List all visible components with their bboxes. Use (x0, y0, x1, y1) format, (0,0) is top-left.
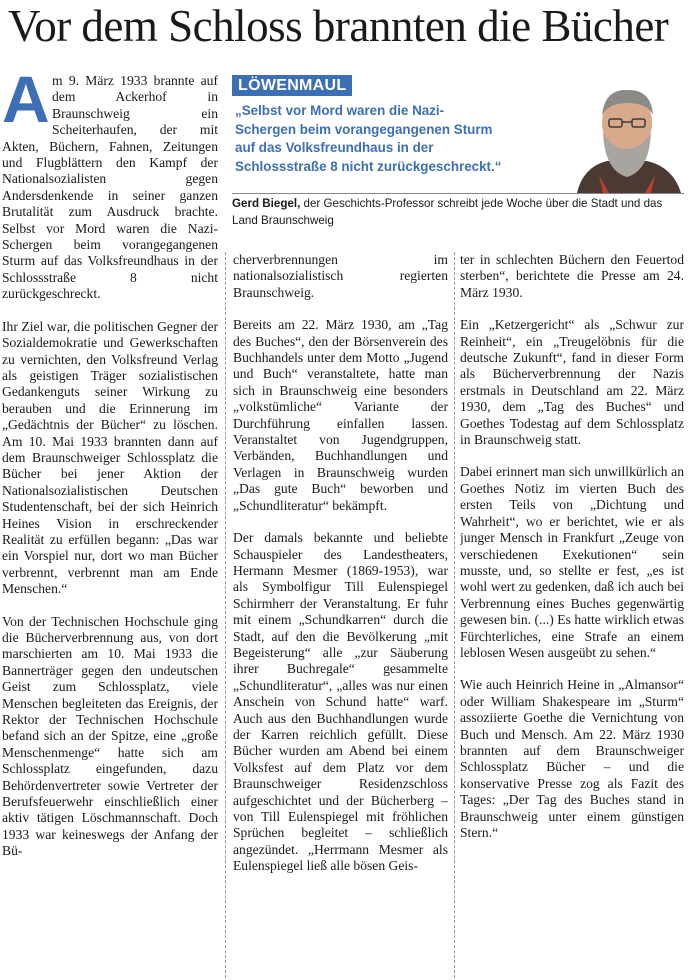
paragraph: Wie auch Heinrich Heine in „Almansor“ oder William Shakespeare im „Sturm“ assoziierte Goethe die Vernichtung von Buch und Mensch. Am 22. März 1930 brannten auf dem Braunschweiger Schlossplatz Bücher – und die konservative Presse zog als Fazit des Tages: „Der Tag des Buches stand in Braunschweig unter einem günstigen Stern.“ (460, 677, 684, 840)
author-caption (232, 196, 684, 229)
caption-divider (232, 193, 684, 194)
column-divider (454, 252, 455, 978)
paragraph: Der damals bekannte und beliebte Schauspieler des Landestheaters, Hermann Mesmer (1869-1953), war als Symbolfigur Till Eulenspiegel Schirmherr der Veranstaltung. Er fuhr mit einem „Schundkarren“ durch die Stadt, auf den die Bevölkerung „mit Begeisterung“ alle „zur Säuberung ihrer Buchregale“ gesammelte „Schundliteratur“, „alles was nur einen Anschein von Schund hatte“ warf. Auch aus den Buchhandlungen wurde der Karren reichlich gefüllt. Diese Bücher wurden am Abend bei einem Volksfest auf dem Platz vor dem Braunschweiger Residenzschloss aufgeschichtet und der Bücherberg – von Till Eulenspiegel mit fröhlichen Sprüchen begleitet – schließlich angezündet. „Herrmann Mesmer als Eulenspiegel ließ alle bösen Geis- (233, 530, 448, 874)
article-column-2 (233, 252, 448, 978)
paragraph: Ein „Ketzergericht“ als „Schwur zur Reinheit“, ein „Treugelöbnis für die deutsche Zukunft“, fand in dieser Form als Bücherverbrennung der Nazis erstmals in Deutschland am 22. März 1930, dem „Tag des Buches“ und Goethes Todestag auf dem Schlossplatz in Braunschweig statt. (460, 317, 684, 448)
column-divider (225, 252, 226, 978)
drop-cap: A (2, 73, 50, 136)
pull-quote: „Selbst vor Mord waren die Nazi-Schergen beim vorangegangenen Sturm auf das Volksfreundhaus in der Schlossstraße 8 nicht zurückgeschreckt.“ (235, 103, 502, 174)
author-description: der Geschichts-Professor schreibt jede Woche über die Stadt und das Land Braunschweig (232, 197, 663, 227)
paragraph: ter in schlechten Büchern den Feuertod sterben“, berichtete die Presse am 24. März 1930. (460, 252, 684, 300)
column-badge: LÖWENMAUL (232, 75, 352, 96)
article-column-1 (2, 73, 218, 978)
paragraph: Bereits am 22. März 1930, am „Tag des Buches“, den der Börsenverein des Buchhandels unter dem Motto „Jugend und Buch“ veranstaltete, hatte man sich in Braunschweig eine besonders „volkstümliche“ Variante der Durchführung einfallen lassen. Veranstaltet von Jugendgruppen, Verbänden, Buchhandlungen und Verlagen in Braunschweig wurden „Das gute Buch“ beworben und „Schundliteratur“ bekämpft. (233, 317, 448, 513)
author-portrait (569, 75, 684, 193)
headline: Vor dem Schloss brannten die Bücher (8, 1, 669, 51)
paragraph: Dabei erinnert man sich unwillkürlich an Goethes Notiz im vierten Buch des ersten Teils von „Dichtung und Wahrheit“, wo er berichtet, wie er als junger Mensch in Frankfurt „Zeuge von verschiedenen Exekutionen“ sein musste, und, so stellte er fest, „es ist wohl wert zu gedenken, daß ich auch bei Verbrennung eines Buches gegenwärtig gewesen bin. (...) Es hatte wirklich etwas Fürchterliches, eine Strafe an einem leblosen Wesen ausgeübt zu sehen.“ (460, 464, 684, 660)
paragraph-text: m 9. März 1933 brannte auf dem Ackerhof in Braunschweig ein Scheiterhaufen, der mit Akten, Büchern, Fahnen, Zeitungen und Flugblättern den Kampf der Nationalsozialisten gegen Andersdenkende in seiner ganzen Brutalität zum Ausdruck brachte. Selbst vor Mord waren die Nazi-Schergen beim vorangegangenen Sturm auf das Volksfreundhaus in der Schlossstraße 8 nicht zurückgeschreckt. (2, 73, 218, 302)
paragraph (2, 73, 218, 303)
paragraph: Ihr Ziel war, die politischen Gegner der Sozialdemokratie und Gewerkschaften zu vernichten, den Volksfreund Verlag als geistigen Träger sozialistischen Gedankenguts seiner Wirkung zu berauben und die Erinnerung im „Gedächtnis der Bücher“ zu löschen. Am 10. Mai 1933 brannten dann auf dem Braunschweiger Schlossplatz die Bücher bei jener Aktion der Nationalsozialistischen Deutschen Studentenschaft, bei der sich Heinrich Heines Vision in erschreckender Realität zu erfüllen begann: „Das war ein Vorspiel nur, dort wo man Bücher verbrennt, verbrennt man am Ende Menschen.“ (2, 318, 218, 597)
author-name: Gerd Biegel, (232, 197, 301, 210)
columnist-box (232, 75, 684, 235)
paragraph: Von der Technischen Hochschule ging die Bücherverbrennung aus, von dort marschierten am 10. Mai 1933 die Bannerträger gegen den undeutschen Geist zum Schlossplatz, viele Menschen begleiteten das Ereignis, der Rektor der Technischen Hochschule befand sich an der Spitze, eine „große Menschenmenge“ hatte sich am Schlossplatz eingefunden, dazu Behördenvertreter sowie Vertreter der Berufsfeuerwehr einschließlich einer aktiv tätigen Löschmannschaft. Doch 1933 war keineswegs der Anfang der Bü- (2, 613, 218, 859)
paragraph: cherverbrennungen im nationalsozialistisch regierten Braunschweig. (233, 252, 448, 300)
article-column-3 (460, 252, 684, 978)
